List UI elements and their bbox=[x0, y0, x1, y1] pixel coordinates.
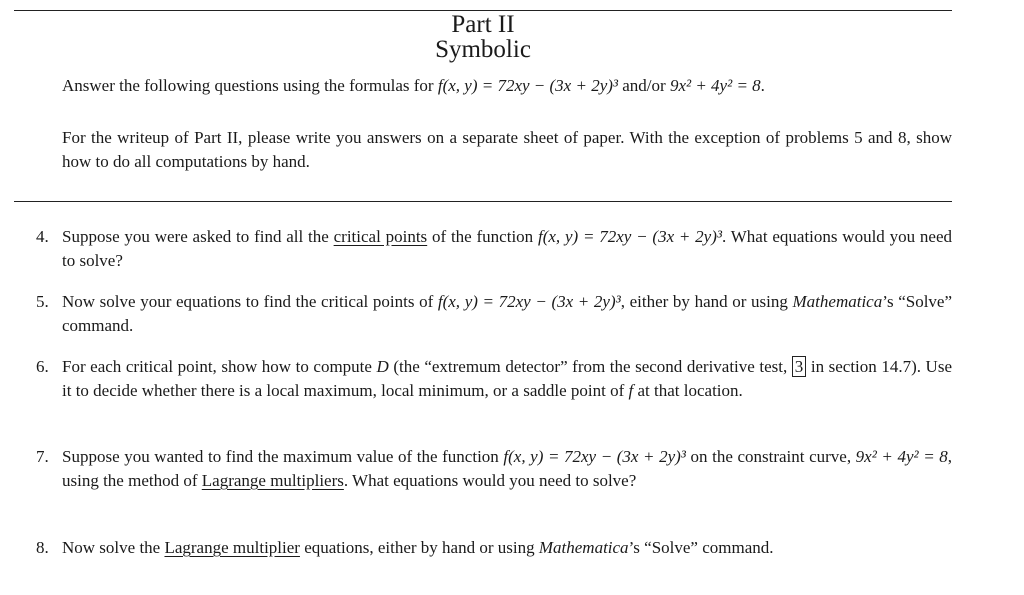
problem-number: 4. bbox=[36, 227, 49, 246]
mathematica-emphasis: Mathematica bbox=[538, 538, 629, 557]
text-segment: , either by hand or using bbox=[620, 292, 793, 311]
text-segment: equations, either by hand or using bbox=[299, 538, 539, 557]
text-segment: of the function bbox=[427, 227, 538, 246]
problem-number: 6. bbox=[36, 357, 49, 376]
intro-end: . bbox=[760, 76, 765, 95]
intro-text: Answer the following questions using the formulas for bbox=[62, 76, 438, 95]
text-segment: Suppose you were asked to find all the bbox=[62, 227, 334, 246]
section-rule bbox=[14, 201, 952, 202]
variable-d: D bbox=[376, 357, 389, 376]
text-segment: (the “extremum detector” from the second derivative test, bbox=[388, 357, 792, 376]
intro-formula-f: f(x, y) = 72xy − (3x + 2y)³ bbox=[437, 76, 618, 95]
text-segment: , using the method of bbox=[62, 447, 953, 490]
problem-text bbox=[62, 445, 952, 493]
lagrange-multiplier-link[interactable]: Lagrange multiplier bbox=[164, 538, 300, 557]
text-segment: Now solve your equations to find the critical points of bbox=[62, 292, 438, 311]
intro-connector: and/or bbox=[618, 76, 670, 95]
problem-text bbox=[62, 536, 952, 560]
problem-number: 5. bbox=[36, 292, 49, 311]
problem-number: 8. bbox=[36, 538, 49, 557]
variable-f: f bbox=[628, 381, 634, 400]
text-segment: ’s “Solve” command. bbox=[62, 292, 953, 335]
text-segment: Now solve the bbox=[62, 538, 165, 557]
intro-paragraph bbox=[62, 74, 952, 98]
problem-text bbox=[62, 290, 952, 338]
problem-text bbox=[62, 225, 952, 273]
formula-f: f(x, y) = 72xy − (3x + 2y)³ bbox=[537, 227, 722, 246]
problem-number: 7. bbox=[36, 447, 49, 466]
problem-text bbox=[62, 355, 952, 403]
text-segment: in section 14.7). Use it to decide whether there is a local maximum, local minimum, or a saddle point of bbox=[62, 357, 952, 400]
intro-formula-constraint: 9x² + 4y² = 8 bbox=[669, 76, 761, 95]
text-segment: on the constraint curve, bbox=[685, 447, 856, 466]
text-segment: at that location. bbox=[633, 381, 743, 400]
part-subtitle: Symbolic bbox=[435, 36, 531, 63]
text-segment: . What equations would you need to solve? bbox=[62, 227, 953, 270]
part-title: Part II bbox=[451, 11, 515, 38]
formula-constraint: 9x² + 4y² = 8 bbox=[855, 447, 948, 466]
critical-points-link[interactable]: critical points bbox=[333, 227, 428, 246]
text-segment: For each critical point, show how to compute bbox=[62, 357, 377, 376]
text-segment: Suppose you wanted to find the maximum value of the function bbox=[62, 447, 504, 466]
text-segment: ’s “Solve” command. bbox=[628, 538, 774, 557]
lagrange-multipliers-link[interactable]: Lagrange multipliers bbox=[201, 471, 344, 490]
formula-f: f(x, y) = 72xy − (3x + 2y)³ bbox=[437, 292, 621, 311]
equation-reference-link[interactable]: 3 bbox=[792, 356, 807, 377]
writeup-paragraph: For the writeup of Part II, please write you answers on a separate sheet of paper. With the exception of problems 5 and 8, show how to do all computations by hand. bbox=[62, 128, 952, 171]
mathematica-emphasis: Mathematica bbox=[792, 292, 883, 311]
text-segment: . What equations would you need to solve? bbox=[343, 471, 637, 490]
formula-f: f(x, y) = 72xy − (3x + 2y)³ bbox=[503, 447, 686, 466]
